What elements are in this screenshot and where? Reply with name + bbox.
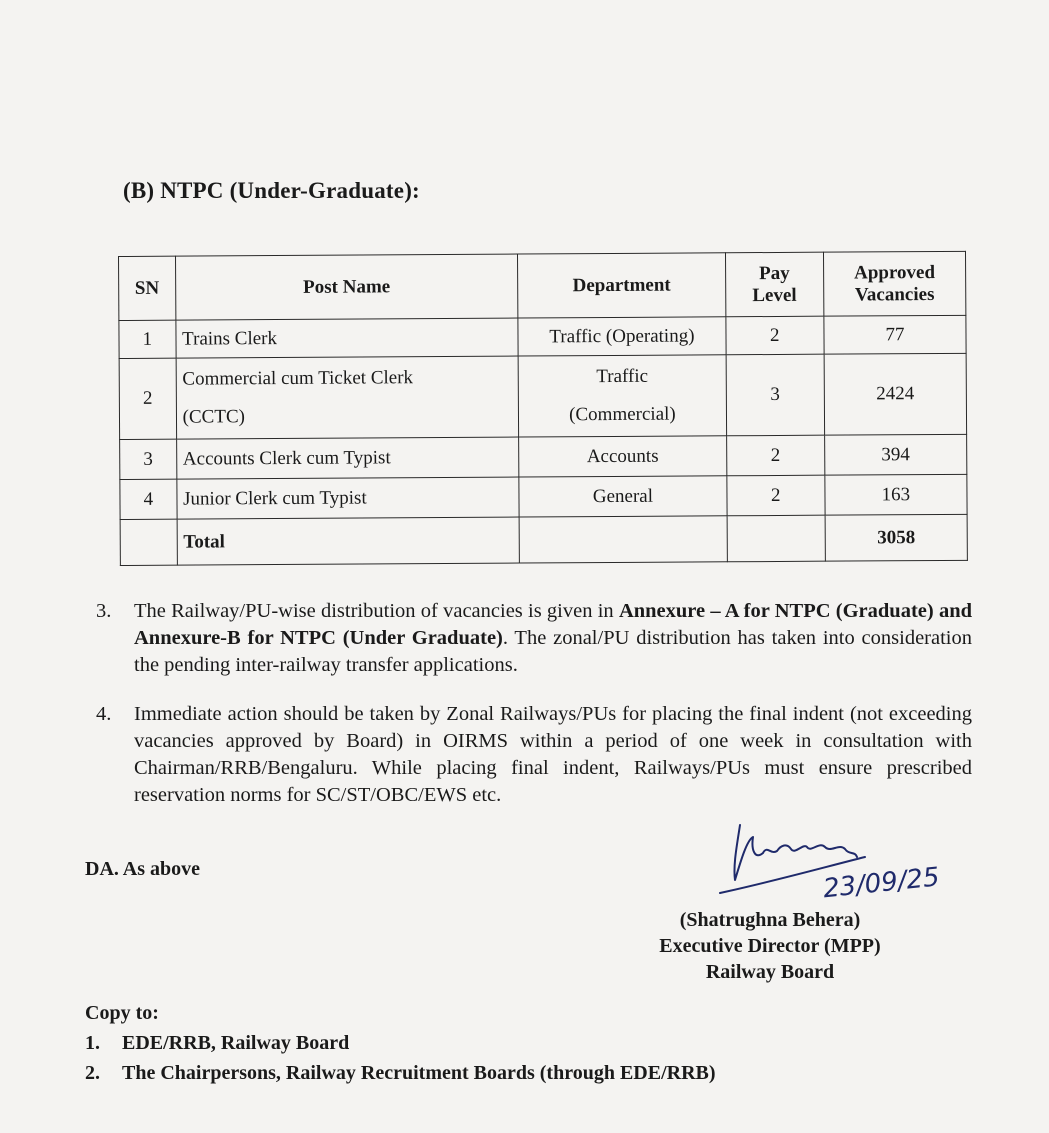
copy-to-text: EDE/RRB, Railway Board: [122, 1032, 350, 1054]
department-line1: Traffic: [596, 365, 649, 388]
cell-department: Accounts: [519, 436, 727, 477]
cell-sn: 3: [120, 439, 177, 479]
copy-to-section: [85, 998, 716, 1088]
header-department: Department: [518, 253, 726, 318]
signatory-block: [620, 907, 920, 985]
cell-pay-level: 2: [726, 435, 824, 476]
header-pay-level-line1: Pay: [758, 262, 790, 284]
cell-department: General: [519, 476, 727, 517]
cell-post-name: [176, 356, 519, 439]
paragraph-text: Immediate action should be taken by Zonal Railways/PUs for placing the final indent (not exceeding vacancies approved by Board) in OIRMS within a period of one week in consultation with Chairman/RRB/Bengaluru. While placing final indent, Railways/PUs must ensure prescribed reservation norms for SC/ST/OBC/EWS etc.: [134, 703, 972, 806]
header-vacancies-line2: Vacancies: [854, 283, 935, 305]
total-vacancies: 3058: [825, 514, 967, 561]
signatory-designation: Executive Director (MPP): [659, 935, 881, 957]
cell-sn: 2: [119, 358, 176, 439]
header-pay-level: [725, 252, 824, 317]
header-pay-level-line2: Level: [752, 284, 797, 306]
copy-to-label: Copy to:: [85, 1002, 159, 1024]
cell-post-name: Accounts Clerk cum Typist: [176, 437, 519, 479]
cell-pay-level: 2: [726, 316, 824, 355]
paragraph-4: [96, 701, 972, 809]
signature-date: 23/09/25: [821, 862, 941, 905]
cell-sn-empty: [120, 519, 177, 565]
paragraph-number: 4.: [96, 703, 112, 725]
paragraph-number: 3.: [96, 600, 112, 622]
header-vacancies-line1: Approved: [854, 261, 936, 284]
cell-sn: 1: [119, 320, 176, 358]
section-heading: (B) NTPC (Under-Graduate):: [123, 178, 420, 203]
cell-vacancies: 2424: [824, 353, 967, 435]
post-name-line2: (CCTC): [182, 406, 245, 428]
cell-vacancies: 163: [825, 474, 967, 515]
header-approved-vacancies: [823, 251, 966, 316]
cell-department-empty: [519, 516, 727, 563]
copy-to-item: [85, 1058, 716, 1088]
cell-pay-level-empty: [727, 515, 826, 562]
signatory-name: (Shatrughna Behera): [679, 909, 861, 931]
table-header-row: [119, 251, 966, 320]
copy-to-text: The Chairpersons, Railway Recruitment Boards (through EDE/RRB): [122, 1062, 716, 1084]
paragraph-3: [96, 598, 972, 679]
cell-post-name: Trains Clerk: [176, 318, 519, 358]
signatory-office: Railway Board: [705, 961, 835, 983]
cell-post-name: Junior Clerk cum Typist: [177, 477, 520, 519]
vacancy-table: [118, 251, 968, 566]
header-sn: SN: [119, 256, 176, 320]
cell-department: [518, 355, 726, 437]
cell-vacancies: 77: [824, 315, 966, 354]
cell-department: Traffic (Operating): [518, 317, 726, 356]
cell-sn: 4: [120, 479, 177, 519]
copy-to-item: [85, 1028, 716, 1058]
cell-vacancies: 394: [824, 434, 966, 475]
cell-pay-level: 3: [726, 354, 825, 436]
copy-to-number: 2.: [85, 1062, 100, 1084]
post-name-line1: Commercial cum Ticket Clerk: [182, 367, 414, 390]
table-total-row: [120, 514, 967, 565]
cell-pay-level: 2: [726, 475, 824, 516]
table-row: [119, 353, 966, 439]
department-line2: (Commercial): [569, 403, 676, 426]
table-row: [120, 474, 967, 519]
header-post-name: Post Name: [175, 254, 518, 320]
total-label: Total: [177, 517, 520, 565]
table-row: [119, 315, 966, 358]
table-row: [120, 434, 967, 479]
copy-to-number: 1.: [85, 1032, 100, 1054]
paragraph-text: . The zonal/PU distribution has taken into consideration the pending inter-railway transfer applications.: [134, 627, 972, 676]
paragraph-text: The Railway/PU-wise distribution of vacancies is given in: [134, 600, 619, 622]
documents-attached: DA. As above: [85, 858, 201, 880]
handwritten-signature: [715, 815, 955, 905]
annexure-reference: Annexure – A for NTPC (Graduate) and Annexure-B for NTPC (Under Graduate): [134, 600, 972, 649]
